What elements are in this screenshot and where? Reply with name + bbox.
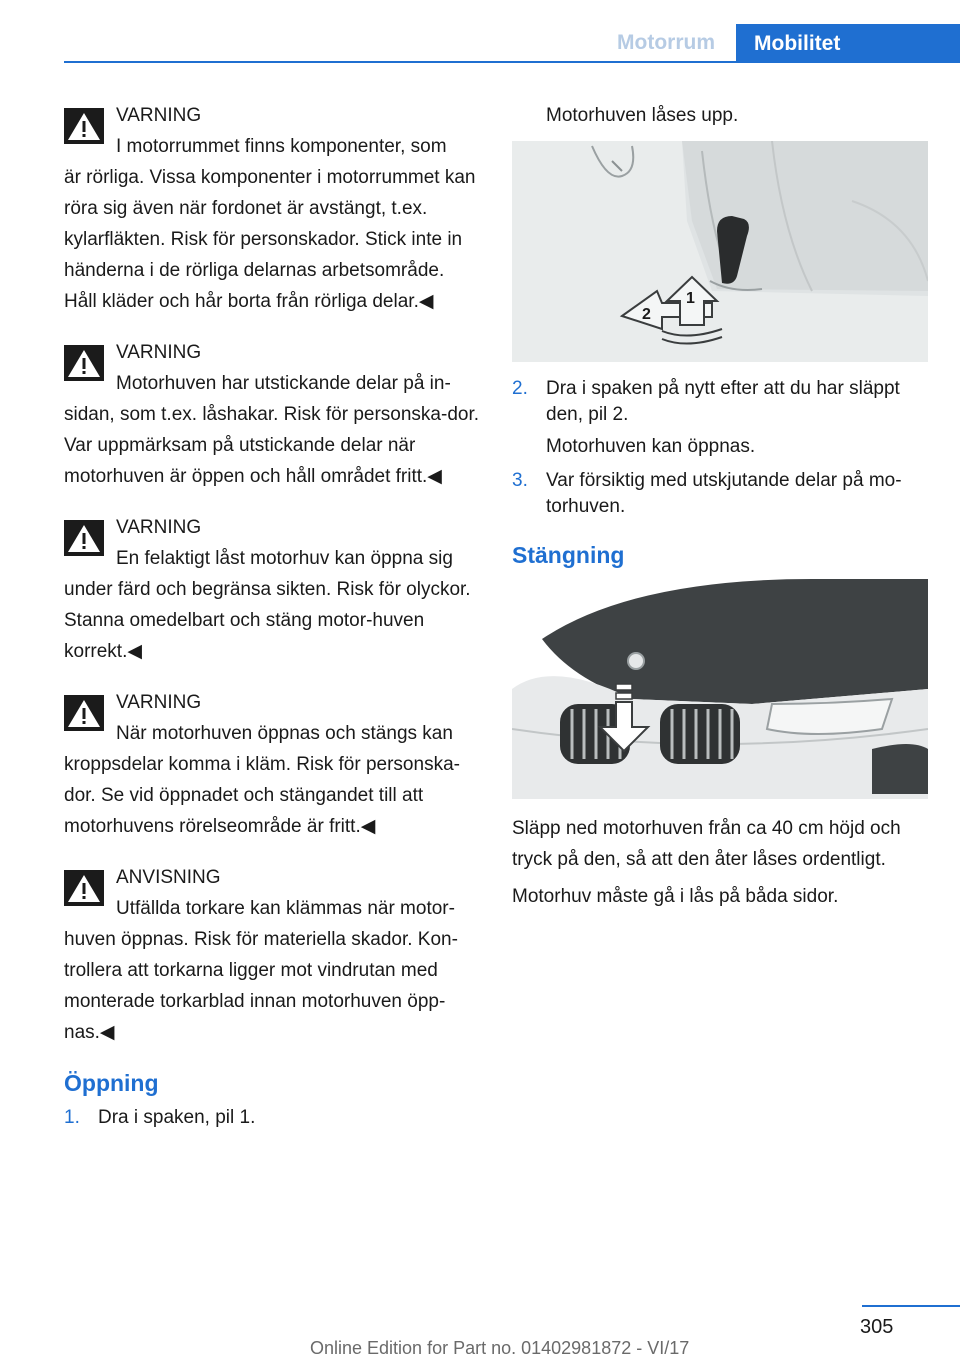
warning-first-line: När motorhuven öppnas och stängs kan — [116, 723, 453, 744]
warning-triangle-icon — [64, 108, 104, 144]
warning-text: sidan, som t.ex. låshakar. Risk för personska-dor. Var uppmärksam på utstickande delar när motorhuven är öppen och håll området fritt.◀ — [64, 404, 480, 487]
page-number: 305 — [860, 1316, 894, 1338]
warning-first-line: I motorrummet finns komponenter, som — [116, 136, 447, 157]
warning-label: VARNING — [116, 692, 202, 713]
intro-text: Motorhuven låses upp. — [546, 105, 739, 126]
arrow-1-label: 1 — [686, 290, 695, 307]
closing-note: Motorhuv måste gå i lås på båda sidor. — [512, 886, 839, 907]
arrow-2-label: 2 — [642, 306, 651, 323]
step-text: Dra i spaken på nytt efter att du har släppt den, pil 2. — [546, 378, 900, 425]
notice-block — [64, 862, 480, 1048]
warning-label: VARNING — [116, 342, 202, 363]
warning-triangle-icon — [64, 520, 104, 556]
list-item — [64, 1105, 480, 1131]
page-header — [0, 0, 960, 64]
header-divider — [64, 61, 960, 63]
hood-closing-figure — [512, 579, 928, 799]
notice-label: ANVISNING — [116, 867, 221, 888]
heading-stangning: Stängning — [512, 542, 625, 568]
warning-triangle-icon — [64, 345, 104, 381]
step-text: Var försiktig med utskjutande delar på mo-torhuven. — [546, 470, 902, 517]
notice-text: huven öppnas. Risk för materiella skador. Kon-trollera att torkarna ligger mot vindrutan med monterade torkarblad innan motorhuven öpp-nas.◀ — [64, 929, 458, 1043]
step-text: Dra i spaken, pil 1. — [98, 1107, 256, 1128]
edition-footer: Online Edition for Part no. 01402981872 - VI/17 — [310, 1338, 690, 1358]
warning-text: under färd och begränsa sikten. Risk för olyckor. Stanna omedelbart och stäng motor-huven korrekt.◀ — [64, 579, 471, 662]
warning-triangle-icon — [64, 695, 104, 731]
list-item — [512, 376, 928, 460]
step-number: 1. — [64, 1107, 80, 1128]
heading-oppning: Öppning — [64, 1070, 159, 1096]
step-number: 3. — [512, 470, 528, 491]
warning-text: kroppsdelar komma i kläm. Risk för personska-dor. Se vid öppnadet och stängandet till att motorhuvens rörelseområde är fritt.◀ — [64, 754, 460, 837]
hood-release-lever-figure — [512, 141, 928, 362]
list-item — [512, 468, 928, 520]
notice-first-line: Utfällda torkare kan klämmas när motor- — [116, 898, 455, 919]
warning-text: är rörliga. Vissa komponenter i motorrummet kan röra sig även när fordonet är avstängt, t.ex. kylarfläkten. Risk för personskador. Stick inte in händerna i de rörliga delarnas arbetsområde. Håll kläder och hår borta från rörliga delar.◀ — [64, 167, 476, 312]
step-number: 2. — [512, 378, 528, 399]
warning-label: VARNING — [116, 517, 202, 538]
opening-steps-continued — [512, 376, 928, 520]
right-column — [512, 100, 928, 918]
warning-block — [64, 100, 480, 317]
warning-first-line: En felaktigt låst motorhuv kan öppna sig — [116, 548, 453, 569]
opening-steps — [64, 1105, 480, 1131]
closing-instruction: Släpp ned motorhuven från ca 40 cm höjd och tryck på den, så att den åter låses ordentligt. — [512, 818, 901, 870]
warning-block — [64, 687, 480, 842]
warning-label: VARNING — [116, 105, 202, 126]
left-column — [64, 100, 480, 1139]
warning-block — [64, 512, 480, 667]
step-result: Motorhuven kan öppnas. — [546, 436, 756, 457]
warning-block — [64, 337, 480, 492]
warning-triangle-icon — [64, 870, 104, 906]
tab-mobilitet[interactable]: Mobilitet — [736, 24, 960, 63]
tab-motorrum[interactable]: Motorrum — [617, 31, 715, 54]
warning-first-line: Motorhuven har utstickande delar på in- — [116, 373, 451, 394]
footer-divider — [862, 1305, 960, 1307]
